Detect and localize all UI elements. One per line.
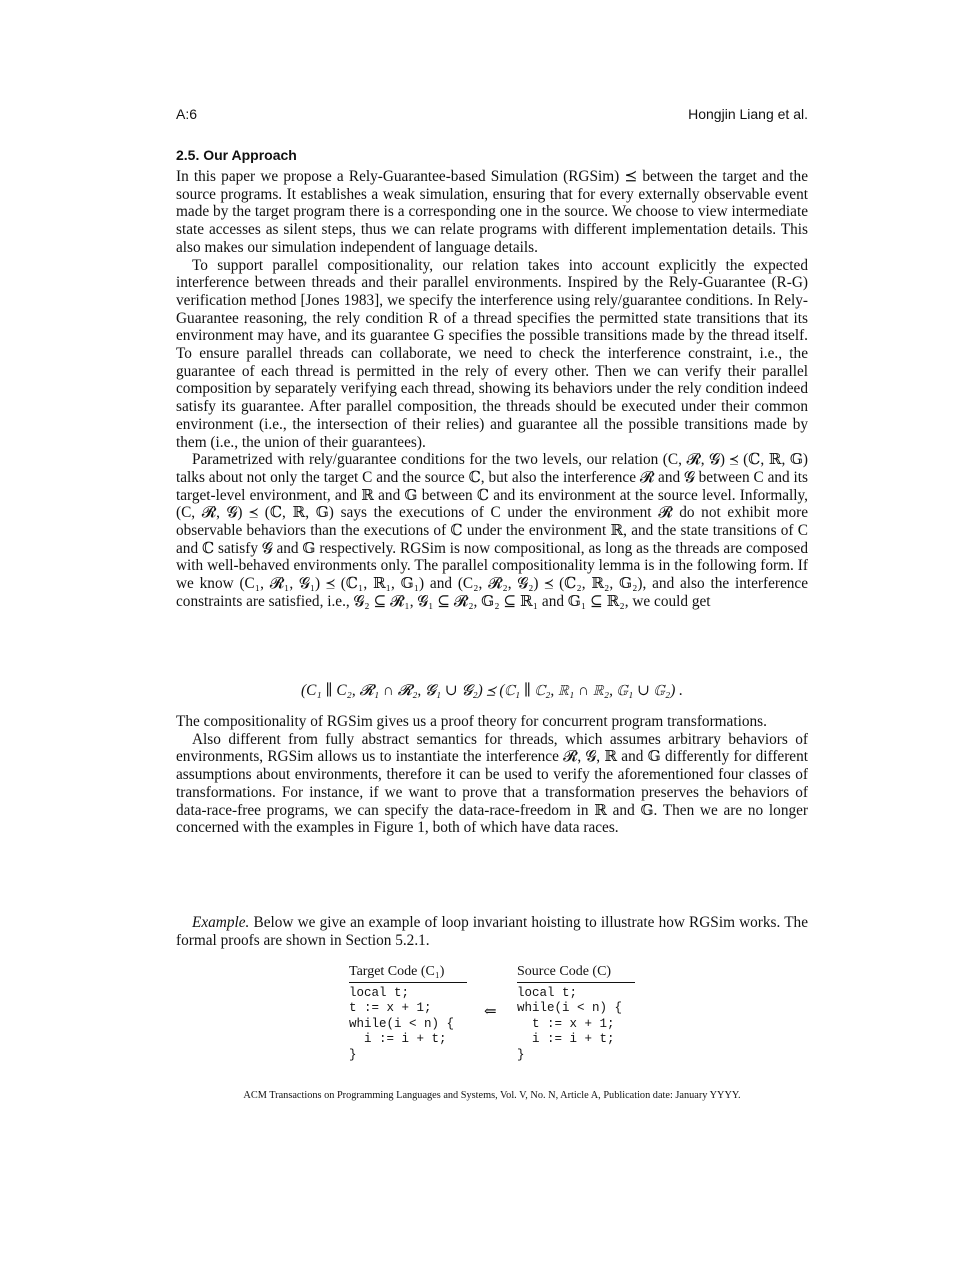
body-block-1 (176, 168, 808, 611)
paragraph-parallel-compositionality: To support parallel compositionality, our relation takes into account explicitly the expected interference between threads and their parallel environments. Inspired by the Rely-Guarantee (R-G) verification method [Jones 1983], we specify the interference using rely/guarantee conditions. In Rely-Guarantee reasoning, the rely condition R of a thread specifies the permitted state transitions that its environment may have, and its guarantee G specifies the possible transitions made by the thread itself. To ensure parallel threads can collaborate, we need to check the interference constraint, i.e., the guarantee of each thread is permitted in the rely of every other. Then we can verify their parallel composition by separately verifying each thread, showing its behaviors under the rely condition indeed satisfy its guarantee. After parallel composition, the threads should be executed under their common environment (i.e., the intersection of their relies) and guarantee all the possible transitions made by them (i.e., the union of their guarantees). (176, 256, 808, 451)
journal-footer: ACM Transactions on Programming Languages and Systems, Vol. V, No. N, Article A, Publication date: January YYYY. (243, 1090, 741, 1101)
running-header-authors: Hongjin Liang et al. (688, 106, 808, 122)
target-code-block (349, 964, 467, 1064)
source-code-header: Source Code (C) (517, 964, 635, 983)
example-label: Example. (192, 914, 250, 931)
paragraph-proof-theory: The compositionality of RGSim gives us a proof theory for concurrent program transformations. (176, 713, 767, 730)
source-code-body: local t; while(i < n) { t := x + 1; i := i + t; } (517, 985, 623, 1062)
section-title: 2.5. Our Approach (176, 147, 297, 163)
paragraph-abstract-semantics: Also different from fully abstract semantics for threads, which assumes arbitrary behaviors of environments, RGSim allows us to instantiate the interference 𝓡, 𝓖, ℝ and 𝔾 differently for different assumptions about environments, therefore it can be used to verify the aforementioned four classes of transformations. For instance, if we want to prove that a transformation preserves the behaviors of data-race-free programs, we can specify the data-race-freedom in ℝ and 𝔾. Then we are no longer concerned with the examples in Figure 1, both of which have data races. (176, 730, 808, 837)
example-text: Below we give an example of loop invariant hoisting to illustrate how RGSim works. The formal proofs are shown in Section 5.2.1. (176, 914, 808, 949)
paragraph-approach-intro: In this paper we propose a Rely-Guarantee-based Simulation (RGSim) ⪯ between the target and the source programs. It establishes a weak simulation, ensuring that for every externally observable event made by the target program there is a corresponding one in the source. We choose to view intermediate state accesses as silent steps, thus we can relate programs with different implementation details. This also makes our simulation independent of language details. (176, 168, 808, 256)
running-header-page-id: A:6 (176, 106, 198, 122)
example-paragraph (176, 914, 808, 949)
target-code-body: local t; t := x + 1; while(i < n) { i := i + t; } (349, 985, 455, 1062)
compositionality-equation: (C₁ ∥ C₂, 𝓡₁ ∩ 𝓡₂, 𝓖₁ ∪ 𝓖₂) ⪯ (ℂ₁ ∥ ℂ₂, ℝ₁ ∩ ℝ₂, 𝔾₁ ∪ 𝔾₂) . (301, 682, 683, 699)
body-block-2 (176, 713, 808, 837)
source-code-block (517, 964, 635, 1064)
paragraph-parametrized: Parametrized with rely/guarantee conditions for the two levels, our relation (C, 𝓡, 𝓖) ⪯ (ℂ, ℝ, 𝔾) talks about not only the target C and the source ℂ, but also the interference 𝓡 and 𝓖 between C and its target-level environment, and ℝ and 𝔾 between ℂ and its environment at the source level. Informally, (C, 𝓡, 𝓖) ⪯ (ℂ, ℝ, 𝔾) says the executions of C under the environment 𝓡 do not exhibit more observable behaviors than the executions of ℂ under the environment ℝ, and the state transitions of C and ℂ satisfy 𝓖 and 𝔾 respectively. RGSim is now compositional, as long as the threads are composed with well-behaved environments only. The parallel compositionality lemma is in the following form. If we know (C₁, 𝓡₁, 𝓖₁) ⪯ (ℂ₁, ℝ₁, 𝔾₁) and (C₂, 𝓡₂, 𝓖₂) ⪯ (ℂ₂, ℝ₂, 𝔾₂), and also the interference constraints are satisfied, i.e., 𝓖₂ ⊆ 𝓡₁, 𝓖₁ ⊆ 𝓡₂, 𝔾₂ ⊆ ℝ₁ and 𝔾₁ ⊆ ℝ₂, we could get (176, 451, 808, 610)
target-code-header: Target Code (C₁) (349, 964, 467, 983)
left-arrow-icon: ⇐ (484, 1004, 497, 1020)
